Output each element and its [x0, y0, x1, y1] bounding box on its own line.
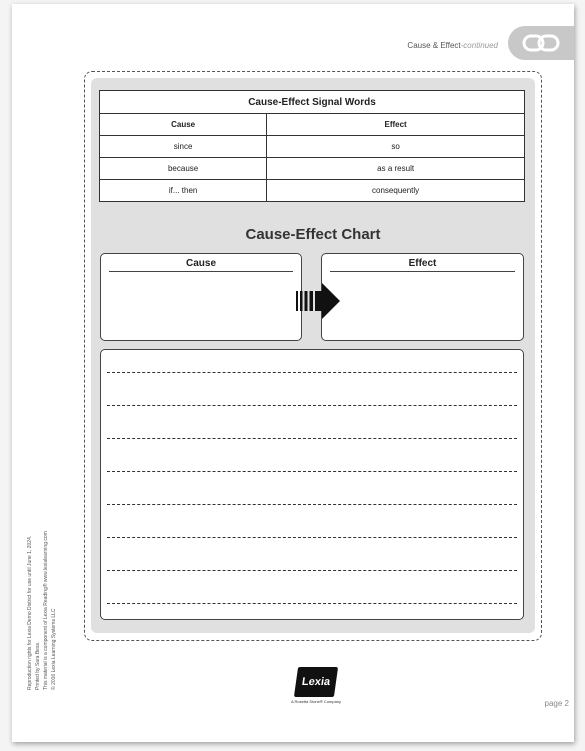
- column-header-effect: Effect: [267, 114, 525, 136]
- side-note-line: © 2016 Lexia Learning Systems LLC: [51, 608, 57, 690]
- writing-line: [107, 405, 517, 406]
- table-row: [100, 136, 525, 158]
- cause-box[interactable]: [100, 253, 302, 341]
- header-continued: -continued: [460, 41, 498, 50]
- side-note-line: Printed by Sara Bess.: [35, 641, 41, 690]
- writing-line: [107, 537, 517, 538]
- writing-lines-box[interactable]: [100, 349, 524, 620]
- writing-line: [107, 438, 517, 439]
- table-row: [100, 158, 525, 180]
- writing-line: [107, 504, 517, 505]
- chart-title: Cause-Effect Chart: [245, 226, 381, 243]
- signal-table-title: Cause-Effect Signal Words: [100, 91, 525, 114]
- header-title: [407, 41, 498, 50]
- writing-line: [107, 471, 517, 472]
- effect-box[interactable]: [321, 253, 524, 341]
- signal-words-table: [99, 90, 525, 202]
- lexia-logo: [286, 667, 346, 704]
- chain-link-icon: [522, 33, 560, 53]
- table-cell: if... then: [100, 180, 267, 202]
- table-cell: consequently: [267, 180, 525, 202]
- side-note-line: Reproduction rights for Lexia Demo District for use until June 1, 2024.: [27, 535, 33, 690]
- header-badge: [508, 26, 574, 60]
- cause-box-label: Cause: [109, 258, 293, 272]
- writing-line: [107, 570, 517, 571]
- side-note-line: This material is a component of Lexia Reading® www.lexialearning.com: [43, 531, 49, 690]
- page-number: page 2: [544, 699, 569, 708]
- header-section: Cause & Effect: [407, 41, 461, 50]
- right-arrow-icon: [282, 281, 344, 321]
- effect-box-label: Effect: [330, 258, 515, 272]
- column-header-cause: Cause: [100, 114, 267, 136]
- table-cell: so: [267, 136, 525, 158]
- logo-mark: Lexia: [294, 667, 338, 697]
- table-cell: since: [100, 136, 267, 158]
- logo-tagline: A Rosetta Stone® Company: [290, 699, 342, 704]
- table-row: [100, 180, 525, 202]
- table-cell: because: [100, 158, 267, 180]
- writing-line: [107, 372, 517, 373]
- writing-line: [107, 603, 517, 604]
- table-cell: as a result: [267, 158, 525, 180]
